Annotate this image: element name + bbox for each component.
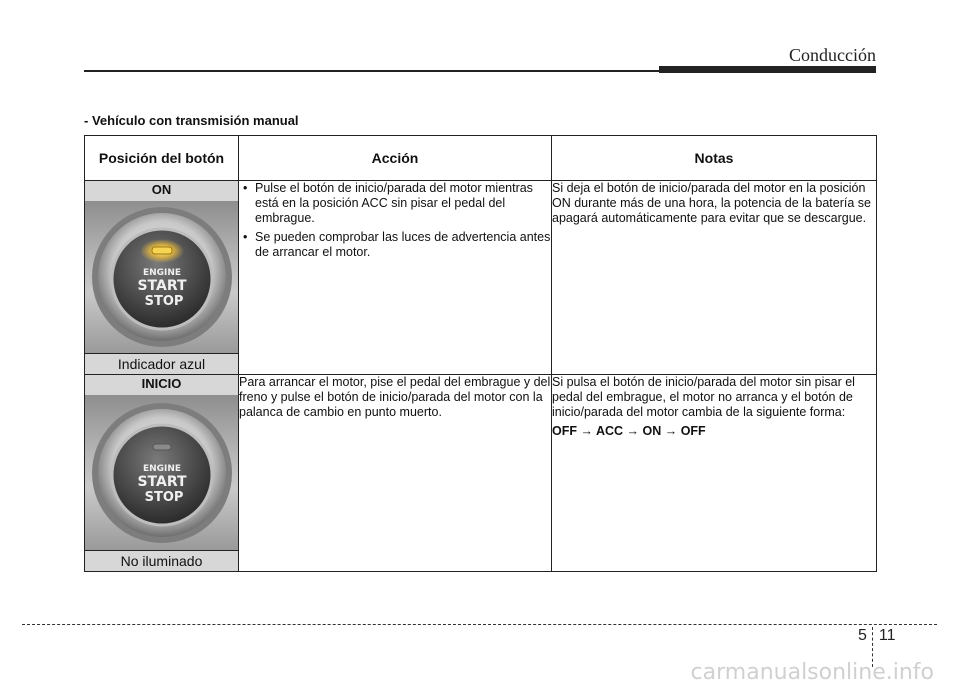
- button-text-engine: ENGINE: [142, 268, 182, 278]
- action-text: Para arrancar el motor, pise el pedal del embrague y del freno y pulse el botón de inicio/parada del motor con la palanca de cambio en punto muerto.: [239, 375, 551, 419]
- action-cell: [239, 181, 552, 375]
- engine-start-button-image-lit: [85, 201, 238, 353]
- header-rule: [84, 70, 659, 72]
- table-header-row: [85, 136, 877, 181]
- table-row: [85, 375, 877, 572]
- header-rule-accent: [659, 66, 876, 73]
- notes-cell: Si deja el botón de inicio/parada del motor en la posición ON durante más de una hora, la potencia de la batería se apagará automáticamente para evitar que se descargue.: [552, 181, 877, 375]
- indicator-caption: No iluminado: [85, 550, 238, 571]
- action-bullet: • Pulse el botón de inicio/parada del motor mientras está en la posición ACC sin pisar el pedal del embrague.: [239, 181, 551, 226]
- indicator-caption: Indicador azul: [85, 353, 238, 374]
- table-row: [85, 181, 877, 375]
- position-label: ON: [85, 181, 238, 201]
- page-number-value: 11: [878, 627, 896, 644]
- action-bullet: • Se pueden comprobar las luces de advertencia antes de arrancar el motor.: [239, 230, 551, 260]
- notes-cell: [552, 375, 877, 572]
- position-cell: [85, 375, 239, 572]
- button-text-start: START: [137, 278, 187, 294]
- button-text-stop: STOP: [144, 490, 184, 505]
- button-text-stop: STOP: [144, 294, 184, 309]
- section-title: Conducción: [789, 45, 876, 65]
- notes-text: Si pulsa el botón de inicio/parada del motor sin pisar el pedal del embrague, el motor no arranca y el botón de inicio/parada del motor cambia de la siguiente forma:: [552, 375, 855, 419]
- state-sequence: OFF → ACC → ON → OFF: [552, 424, 706, 438]
- engine-start-button-image-off: [85, 395, 238, 550]
- button-text-engine: ENGINE: [142, 464, 182, 474]
- section-subtitle: - Vehículo con transmisión manual: [84, 113, 299, 128]
- position-label: INICIO: [85, 375, 238, 395]
- footer-rule: [22, 624, 937, 625]
- watermark: carmanualsonline.info: [690, 660, 934, 685]
- column-header-action: Acción: [239, 136, 552, 181]
- column-header-notes: Notas: [552, 136, 877, 181]
- chapter-number: 5: [858, 627, 867, 644]
- position-cell: [85, 181, 239, 375]
- column-header-position: Posición del botón: [85, 136, 239, 181]
- button-text-start: START: [137, 474, 187, 490]
- action-cell: [239, 375, 552, 572]
- button-positions-table: [84, 135, 877, 572]
